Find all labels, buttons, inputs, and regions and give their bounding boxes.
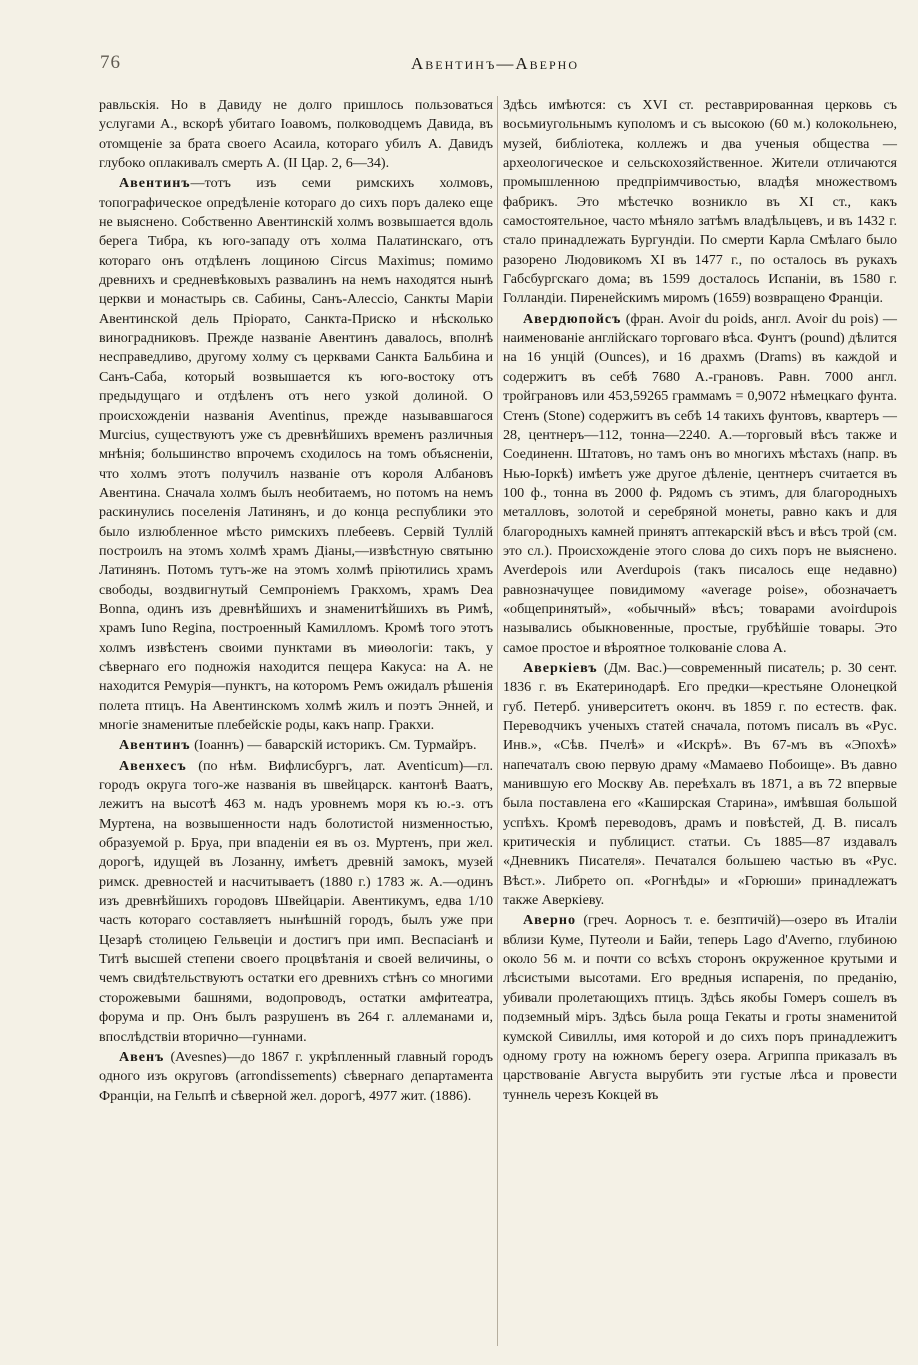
entry-avenches bbox=[99, 757, 493, 1047]
running-title: Авентинъ—Аверно bbox=[410, 54, 580, 73]
entry-headword: Аверкіевъ bbox=[523, 659, 598, 676]
continued-paragraph: равльскія. Но в Давиду не долго пришлось пользоваться услугами А., вскорѣ убитаго Іоавомъ, полководцемъ Давида, въ отомщеніе за брата своего Асаила, котораго убилъ А. Давидъ глубоко оплакивалъ смерть А. (II Цар. 2, 6—34). bbox=[99, 97, 493, 172]
entry-text: (Іоаннъ) — баварскій историкъ. См. Турмайръ. bbox=[190, 737, 477, 754]
entry-headword: Аверно bbox=[523, 912, 577, 929]
entry-aventin-historian bbox=[99, 736, 493, 755]
right-column bbox=[503, 96, 897, 1105]
entry-headword: Авентинъ bbox=[119, 175, 191, 192]
entry-headword: Авердюпойсъ bbox=[523, 310, 622, 327]
entry-averno bbox=[503, 911, 897, 1104]
entry-headword: Авентинъ bbox=[119, 737, 191, 754]
entry-text: (Дм. Вас.)—современный писатель; р. 30 сент. 1836 г. въ Екатеринодарѣ. Его предки—крестьяне Олонецкой губ. Петерб. университетъ оконч. въ 1859 г. по естеств. фак. Переводчикъ ученыхъ статей сначала, потомъ писалъ въ «Рус. Инв.», «Сѣв. Пчелѣ» и «Искрѣ». Въ 67-мъ въ «Эпохѣ» напечаталъ свою первую драму «Мамаево Побоище». Въ давно манившую его Москву Ав. переѣхалъ въ 1871, а въ 72 впервые была поставлена его «Каширская Старина», имѣвшая большой успѣхъ. Кромѣ переводовъ, драмъ и повѣстей, Д. В. писалъ критическія и публицист. статьи. Съ 1885—87 издавалъ «Дневникъ Писателя». Печатался большею частью въ «Рус. Вѣст.». Либрето оп. «Рогнѣды» и «Горюши» принадлежатъ также Аверкіеву. bbox=[503, 659, 897, 909]
left-column bbox=[99, 96, 493, 1106]
entry-aventin bbox=[99, 174, 493, 735]
entry-text: (Avesnes)—до 1867 г. укрѣпленный главный городъ одного изъ округовъ (arrondissements) сѣвернаго департамента Франціи, на Гельпѣ и сѣверной жел. дорогѣ, 4977 жит. (1886). bbox=[99, 1048, 493, 1104]
entry-text: (греч. Аорносъ т. е. безптичій)—озеро въ Италіи вблизи Куме, Путеоли и Байи, теперь Lago d'Averno, глубиною около 56 м. и почти со всѣхъ сторонъ окруженное крутыми и лѣсистыми высотами. Его вредныя испаренія, по преданію, убивали пролетающихъ птицъ. Здѣсь якобы Гомеръ сошелъ въ подземный міръ. Здѣсь была роща Гекаты и гроты знаменитой кумской Сивиллы, имя которой и до сихъ поръ принадлежитъ одному гроту на южномъ берегу озера. Агриппа приказалъ въ царствованіе Августа вырубить эти густые лѣса и провести туннель черезъ Кокцей въ bbox=[503, 912, 897, 1103]
entry-text: (фран. Avoir du poids, англ. Avoir du pois) — наименованіе англійскаго торговаго вѣса. Фунтъ (pound) дѣлится на 16 унцій (Ounces), и 16 драхмъ (Drams) въ каждой и содержитъ въ себѣ 7680 А.-грановъ. Равн. 7000 англ. тройграновъ или 453,59265 граммамъ = 0,9072 нѣмецкаго фунта. Стенъ (Stone) содержитъ въ себѣ 14 такихъ фунтовъ, квартеръ —28, центнеръ—112, тонна—2240. А.—торговый вѣсъ также и Соединенн. Штатовъ, но тамъ онъ во многихъ мѣстахъ (напр. въ Нью-Іоркѣ) имѣетъ уже другое дѣленіе, центнеръ считается въ 100 ф., тонна въ 2000 ф. Рядомъ съ этимъ, для благородныхъ металловъ, золотой и серебряной монеты, равно какъ и для благородныхъ камней принятъ аптекарскій вѣсъ и вѣсъ трой (см. это сл.). Происхожденіе этого слова до сихъ поръ не выяснено. Averdepois или Averdupois (такъ писалось еще недавно) равнозначущее повидимому «average poise», обозначаетъ «общепринятый», «обычный» вѣсъ; товарами avoirdupois назывались обыкновенные, простые, грубѣйшіе товары. Это самое простое и вѣроятное толкованіе слова А. bbox=[503, 310, 897, 656]
entry-avesnes bbox=[99, 1048, 493, 1106]
page-header bbox=[100, 52, 890, 78]
column-divider bbox=[497, 96, 498, 1346]
entry-text: (по нѣм. Вифлисбургъ, лат. Aventicum)—гл. городъ округа того-же названія въ швейцарск. кантонѣ Ваатъ, лежитъ на высотѣ 463 м. надъ уровнемъ моря къ ю.-з. отъ Муртена, на возвышенности надъ болотистой низменностью, образуемой р. Бруа, при впаденіи ея въ оз. Муртенъ, при жел. дорогѣ, идущей въ Лозанну, имѣетъ древній замокъ, музей римск. древностей и насчитываетъ (1880 г.) 1783 ж. А.—одинъ изъ древнѣйшихъ городовъ Швейцаріи. Авентикумъ, едва 1/10 часть котораго составляетъ нынѣшній городъ, былъ уже при Цезарѣ столицею Гельвеціи и достигъ при имп. Веспасіанѣ и Титѣ высшей степени своего процвѣтанія и своей величины, о чемъ свидѣтельствуютъ остатки его древнихъ стѣнъ со многими сторожевыми башнями, водопроводъ, остатки амфитеатра, форума и пр. Онъ былъ разрушенъ въ 264 г. аллеманами и, впослѣдствіи вторично—гуннами. bbox=[99, 757, 493, 1045]
entry-text: —тотъ изъ семи римскихъ холмовъ, топографическое опредѣленіе котораго до сихъ поръ далеко еще не выяснено. Собственно Авентинскій холмъ возвышается вдоль берега Тибра, къ юго-западу отъ холма Палатинскаго, отъ котораго онъ отдѣленъ лощиною Circus Maximus; помимо древнихъ и средневѣковыхъ развалинъ на немъ находятся нынѣ церкви и монастырь св. Сабины, Санъ-Алессіо, Санкты Маріи Авентинской дель Пріорато, Санкта-Приско и нѣсколько виноградниковъ. Прежде названіе Авентинъ давалось, вполнѣ несправедливо, другому холму съ церквами Санкта Бальбина и Санъ-Саба, который возвышается къ юго-востоку отъ предыдущаго и отдѣленъ отъ него узкой долиной. О происхожденіи названія Aventinus, прежде называвшагося Murcius, существуютъ уже съ древнѣйшихъ временъ различныя мнѣнія; большинство впрочемъ сходилось на томъ объясненіи, что холмъ этотъ получилъ названіе отъ короля Албановъ Авентина. Сначала холмъ былъ необитаемъ, но потомъ на немъ раскинулись поселенія Латинянъ, и до конца республики это было излюбленное мѣсто римскихъ плебеевъ. Сервій Туллій построилъ на этомъ холмѣ храмъ Діаны,—извѣстную святыню Латинянъ. Потомъ тутъ-же на этомъ холмѣ пріютились храмъ свободы, воздвигнутый Семпроніемъ Гракхомъ, храмъ Dea Bonna, одинъ изъ древнѣйшихъ и знаменитѣйшихъ въ Римѣ, храмъ Iuno Regina, построенный Камилломъ. Кромѣ того этотъ холмъ извѣстенъ своими пунктами въ миѳологіи: такъ, у сѣвернаго его подножія находится пещера Какуса: на А. не находится Ремурія—пунктъ, на которомъ Ремъ ожидалъ рѣшенія полета птицъ. На Авентинскомъ холмѣ жилъ и поэтъ Энней, и многіе знаменитые плебейскіе роды, какъ напр. Гракхи. bbox=[99, 175, 493, 733]
entry-averkiev bbox=[503, 659, 897, 910]
continued-paragraph: Здѣсь имѣются: съ XVI ст. реставрированная церковь съ восьмиугольнымъ куполомъ и съ высокою (60 м.) колокольнею, музей, библіотека, коллежъ и два ученыя общества — археологическое и сельскохозяйственное. Жители отличаются промышленною предпріимчивостью, владѣя множествомъ фабрикъ. Это мѣстечко возникло въ XI ст., какъ самостоятельное, часто мѣняло затѣмъ владѣльцевъ, и въ 1432 г. стало принадлежать Бургундіи. По смерти Карла Смѣлаго было разорено Людовикомъ XI въ 1477 г., по осталось въ рукахъ Габсбургскаго дома; въ 1599 досталось Испаніи, въ 1580 г. Голландіи. Пиренейскимъ миромъ (1659) возвращено Франціи. bbox=[503, 97, 897, 307]
entry-avoirdupois bbox=[503, 310, 897, 658]
entry-headword: Авенъ bbox=[119, 1048, 165, 1065]
entry-headword: Авенхесъ bbox=[119, 757, 187, 774]
page-number: 76 bbox=[100, 52, 121, 73]
